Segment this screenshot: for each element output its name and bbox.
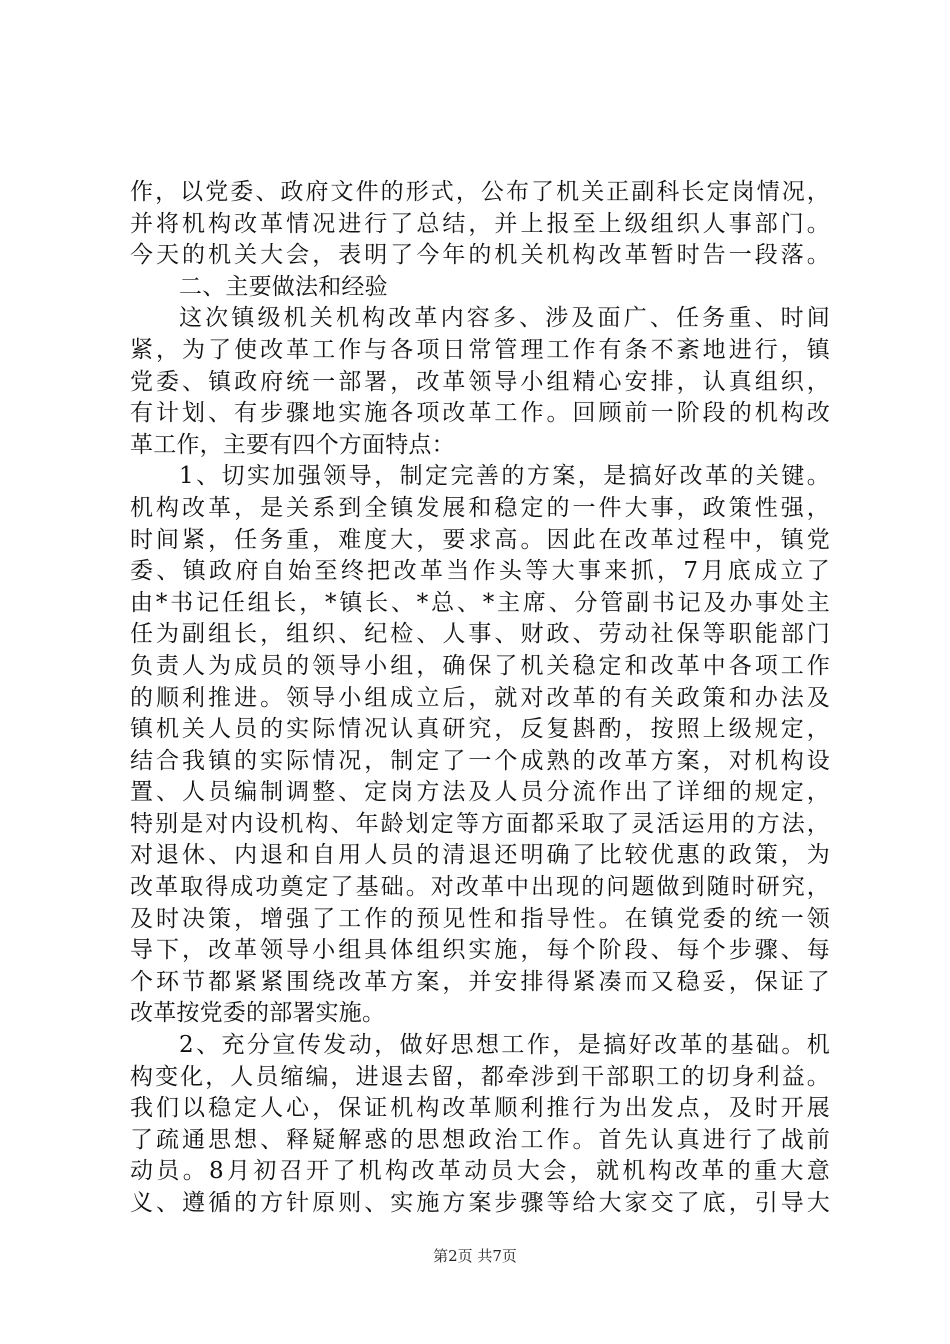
text-line: 改革按党委的部署实施。 [130, 1000, 386, 1027]
text-line: 对退休、内退和自用人员的清退还明确了比较优惠的政策，为 [130, 842, 830, 869]
text-line: 并将机构改革情况进行了总结，并上报至上级组织人事部门。 [130, 210, 830, 237]
text-line: 动员。8月初召开了机构改革动员大会，就机构改革的重大意 [130, 1158, 830, 1185]
text-line: 及时决策，增强了工作的预见性和指导性。在镇党委的统一领 [130, 905, 830, 932]
text-line: 了疏通思想、释疑解惑的思想政治工作。首先认真进行了战前 [130, 1126, 830, 1153]
text-line: 构变化，人员缩编，进退去留，都牵涉到干部职工的切身利益。 [130, 1063, 830, 1090]
text-line: 置、人员编制调整、定岗方法及人员分流作出了详细的规定， [130, 779, 830, 806]
text-line: 负责人为成员的领导小组，确保了机关稳定和改革中各项工作 [130, 652, 830, 679]
text-line: 1、切实加强领导，制定完善的方案，是搞好改革的关键。 [179, 463, 830, 490]
text-line: 任为副组长，组织、纪检、人事、财政、劳动社保等职能部门 [130, 621, 830, 648]
text-line: 这次镇级机关机构改革内容多、涉及面广、任务重、时间 [179, 305, 830, 332]
text-line: 我们以稳定人心，保证机构改革顺利推行为出发点，及时开展 [130, 1095, 830, 1122]
text-line: 革工作，主要有四个方面特点： [130, 431, 455, 458]
text-line: 特别是对内设机构、年龄划定等方面都采取了灵活运用的方法， [130, 810, 830, 837]
text-line: 有计划、有步骤地实施各项改革工作。回顾前一阶段的机构改 [130, 400, 830, 427]
text-line: 2、充分宣传发动，做好思想工作，是搞好改革的基础。机 [179, 1032, 830, 1059]
text-line: 紧，为了使改革工作与各项日常管理工作有条不紊地进行，镇 [130, 336, 830, 363]
document-body [130, 177, 830, 1220]
text-line: 二、主要做法和经验 [179, 273, 388, 300]
text-line: 机构改革，是关系到全镇发展和稳定的一件大事，政策性强， [130, 494, 830, 521]
text-line: 的顺利推进。领导小组成立后，就对改革的有关政策和办法及 [130, 684, 830, 711]
text-line: 改革取得成功奠定了基础。对改革中出现的问题做到随时研究， [130, 874, 830, 901]
page-footer: 第2页 共7页 [433, 1247, 517, 1265]
text-line: 党委、镇政府统一部署，改革领导小组精心安排，认真组织， [130, 368, 830, 395]
text-line: 导下，改革领导小组具体组织实施，每个阶段、每个步骤、每 [130, 937, 830, 964]
text-line: 义、遵循的方针原则、实施方案步骤等给大家交了底，引导大 [130, 1190, 830, 1216]
text-line: 作，以党委、政府文件的形式，公布了机关正副科长定岗情况， [130, 179, 830, 205]
text-line: 由*书记任组长，*镇长、*总、*主席、分管副书记及办事处主 [130, 589, 830, 616]
text-line: 今天的机关大会，表明了今年的机关机构改革暂时告一段落。 [130, 242, 830, 269]
text-line: 结合我镇的实际情况，制定了一个成熟的改革方案，对机构设 [130, 747, 830, 774]
text-line: 镇机关人员的实际情况认真研究，反复斟酌，按照上级规定， [130, 716, 830, 743]
text-line: 个环节都紧紧围绕改革方案，并安排得紧凑而又稳妥，保证了 [130, 968, 830, 995]
text-line: 委、镇政府自始至终把改革当作头等大事来抓，7月底成立了 [130, 558, 830, 585]
text-line: 时间紧，任务重，难度大，要求高。因此在改革过程中，镇党 [130, 526, 830, 553]
